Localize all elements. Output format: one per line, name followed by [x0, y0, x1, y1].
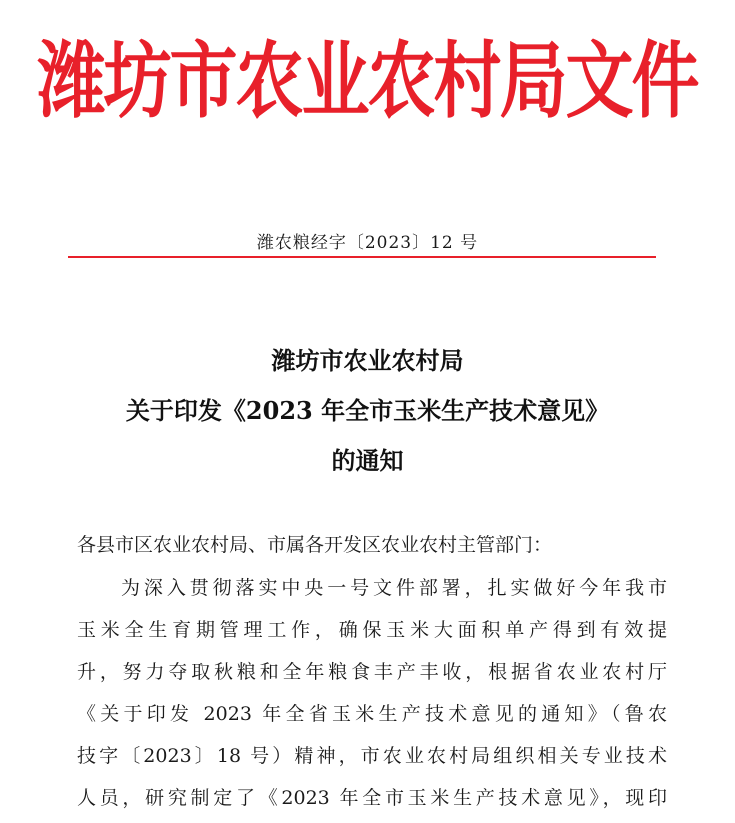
document-number: 潍农粮经字〔2023〕12 号	[256, 233, 479, 253]
notice-title-line-2: 关于印发《2023 年全市玉米生产技术意见》	[125, 396, 610, 425]
masthead-title: 潍坊市农业农村局文件	[37, 34, 698, 131]
body-paragraph-line: 《关于印发 2023 年全省玉米生产技术意见的通知》（鲁农	[77, 703, 667, 725]
notice-title-line-3: 的通知	[331, 446, 404, 475]
body-paragraph-line: 为深入贯彻落实中央一号文件部署，扎实做好今年我市	[121, 577, 667, 599]
addressee-line: 各县市区农业农村局、市属各开发区农业农村主管部门：	[77, 534, 553, 556]
body-paragraph-line: 玉米全生育期管理工作，确保玉米大面积单产得到有效提	[77, 619, 667, 641]
body-paragraph-line: 人员，研究制定了《2023 年全市玉米生产技术意见》，现印	[77, 787, 667, 809]
body-paragraph-line: 技字〔2023〕18 号）精神，市农业农村局组织相关专业技术	[77, 745, 667, 767]
red-divider-line	[68, 256, 656, 258]
body-paragraph-line: 升，努力夺取秋粮和全年粮食丰产丰收，根据省农业农村厅	[77, 661, 667, 683]
notice-title-line-1: 潍坊市农业农村局	[271, 346, 464, 375]
